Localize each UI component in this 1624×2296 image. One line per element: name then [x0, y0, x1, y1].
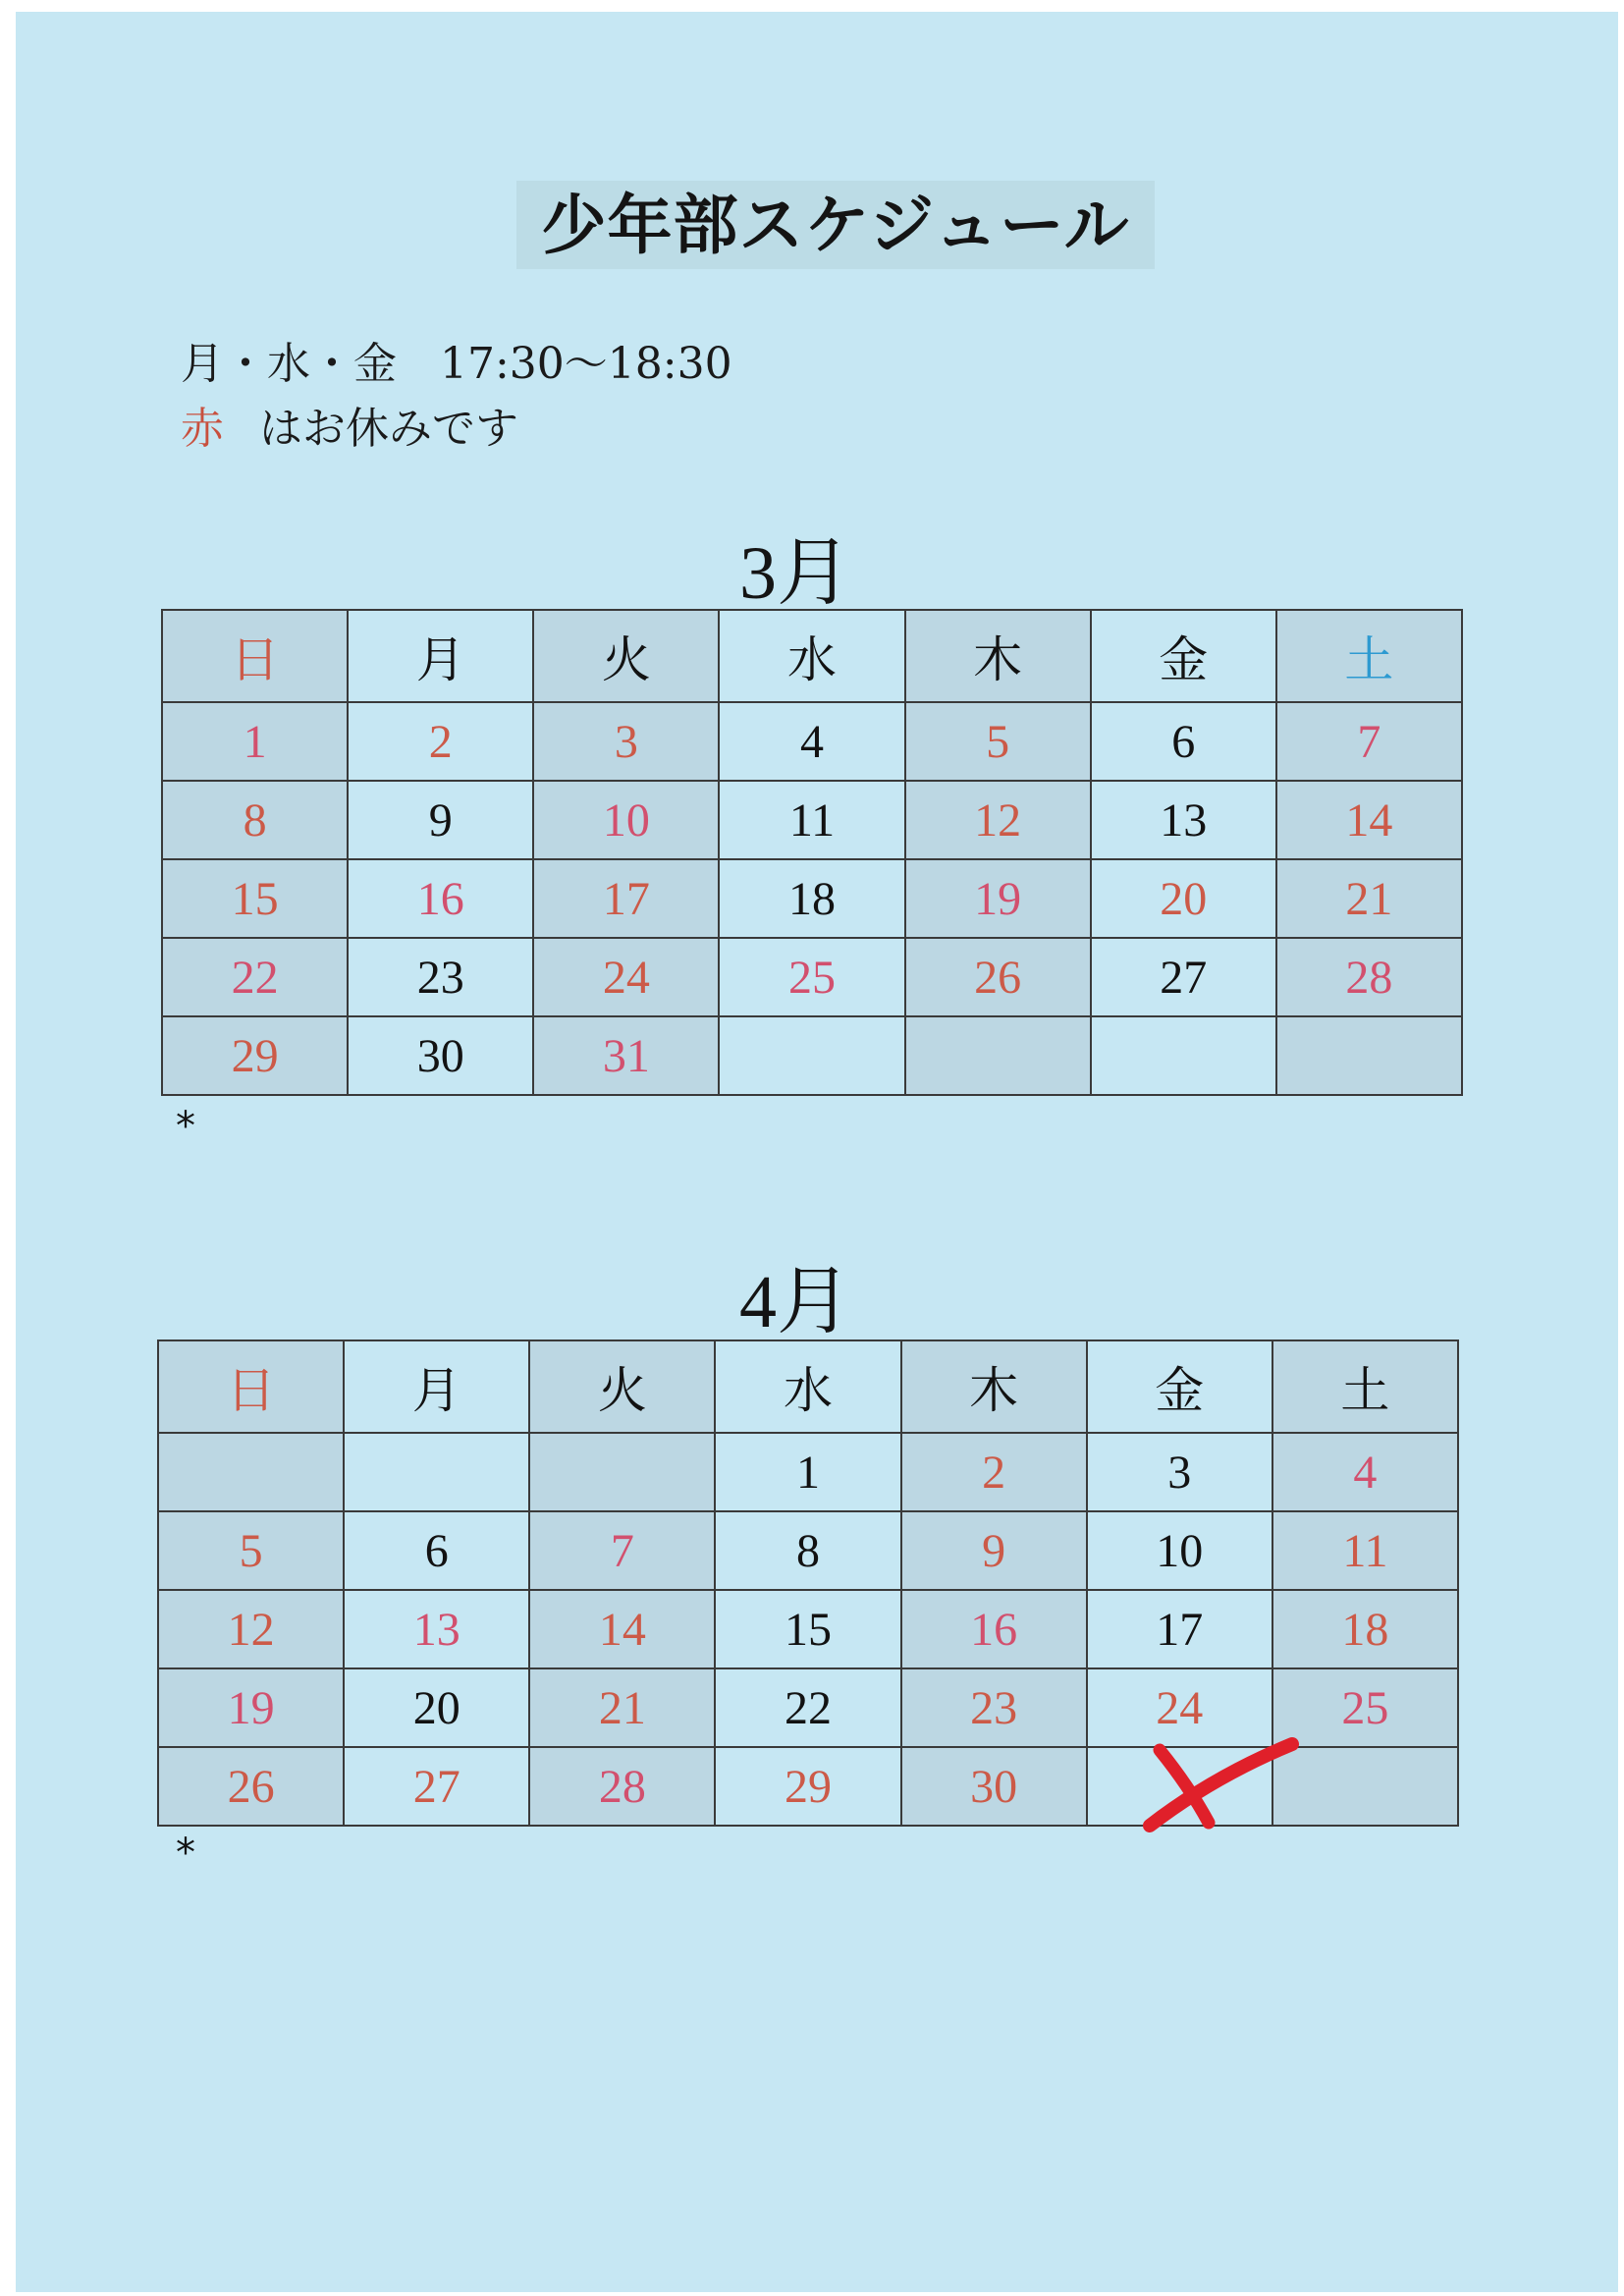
day-cell: 18 — [1272, 1590, 1458, 1668]
calendar-week-row — [158, 1511, 1458, 1590]
day-cell: 3 — [1087, 1433, 1272, 1511]
weekday-header: 土 — [1276, 610, 1462, 702]
day-cell: 25 — [1272, 1668, 1458, 1747]
day-cell: 14 — [1276, 781, 1462, 859]
calendar-week-row — [162, 702, 1462, 781]
day-cell: 2 — [348, 702, 533, 781]
march-calendar — [161, 609, 1463, 1096]
march-note: * — [176, 1104, 195, 1149]
april-title: 4月 — [739, 1261, 851, 1343]
weekday-header: 木 — [905, 610, 1091, 702]
day-cell: 2 — [901, 1433, 1087, 1511]
day-cell: 25 — [719, 938, 904, 1016]
empty-day-cell — [529, 1433, 715, 1511]
calendar-week-row — [162, 1016, 1462, 1095]
day-cell: 31 — [533, 1016, 719, 1095]
day-cell: 16 — [901, 1590, 1087, 1668]
day-cell: 17 — [1087, 1590, 1272, 1668]
weekday-header: 日 — [162, 610, 348, 702]
weekday-header: 木 — [901, 1340, 1087, 1433]
page-title: 少年部スケジュール — [541, 187, 1130, 263]
day-cell: 6 — [1091, 702, 1276, 781]
day-cell: 23 — [348, 938, 533, 1016]
day-cell: 23 — [901, 1668, 1087, 1747]
calendar-week-row — [158, 1590, 1458, 1668]
weekday-header: 月 — [344, 1340, 529, 1433]
day-cell: 22 — [715, 1668, 900, 1747]
day-cell: 8 — [715, 1511, 900, 1590]
weekday-header: 金 — [1091, 610, 1276, 702]
day-cell: 21 — [529, 1668, 715, 1747]
day-cell: 13 — [1091, 781, 1276, 859]
day-cell: 30 — [348, 1016, 533, 1095]
empty-day-cell — [344, 1433, 529, 1511]
day-cell: 9 — [348, 781, 533, 859]
day-cell: 17 — [533, 859, 719, 938]
weekday-header: 金 — [1087, 1340, 1272, 1433]
day-cell: 1 — [715, 1433, 900, 1511]
day-cell: 12 — [905, 781, 1091, 859]
weekday-header: 火 — [533, 610, 719, 702]
day-cell: 11 — [1272, 1511, 1458, 1590]
empty-day-cell — [905, 1016, 1091, 1095]
day-cell: 4 — [719, 702, 904, 781]
legend-red-word: 赤 — [181, 404, 224, 454]
empty-day-cell — [1276, 1016, 1462, 1095]
day-cell: 20 — [1091, 859, 1276, 938]
schedule-time-note: 月・水・金 17:30〜18:30 — [181, 339, 732, 389]
paper-sheet — [16, 12, 1618, 2292]
day-cell: 7 — [1276, 702, 1462, 781]
day-cell: 27 — [1091, 938, 1276, 1016]
calendar-week-row — [162, 859, 1462, 938]
day-cell: 28 — [529, 1747, 715, 1826]
day-cell: 5 — [158, 1511, 344, 1590]
day-cell: 13 — [344, 1590, 529, 1668]
day-cell: 29 — [715, 1747, 900, 1826]
day-cell: 3 — [533, 702, 719, 781]
day-cell: 26 — [158, 1747, 344, 1826]
day-cell: 11 — [719, 781, 904, 859]
weekday-header: 水 — [715, 1340, 900, 1433]
day-cell: 15 — [715, 1590, 900, 1668]
day-cell: 10 — [533, 781, 719, 859]
day-cell: 7 — [529, 1511, 715, 1590]
day-cell: 16 — [348, 859, 533, 938]
day-cell: 9 — [901, 1511, 1087, 1590]
weekday-header: 水 — [719, 610, 904, 702]
empty-day-cell — [1091, 1016, 1276, 1095]
day-cell: 22 — [162, 938, 348, 1016]
holiday-legend — [181, 393, 518, 456]
day-cell: 10 — [1087, 1511, 1272, 1590]
day-cell: 6 — [344, 1511, 529, 1590]
calendar-week-row — [162, 938, 1462, 1016]
calendar-week-row — [158, 1433, 1458, 1511]
day-cell: 28 — [1276, 938, 1462, 1016]
day-cell: 12 — [158, 1590, 344, 1668]
day-cell: 1 — [162, 702, 348, 781]
day-cell: 19 — [905, 859, 1091, 938]
weekday-header: 月 — [348, 610, 533, 702]
day-cell: 4 — [1272, 1433, 1458, 1511]
empty-day-cell — [719, 1016, 904, 1095]
march-title: 3月 — [739, 532, 851, 615]
day-cell: 21 — [1276, 859, 1462, 938]
day-cell: 14 — [529, 1590, 715, 1668]
day-cell: 27 — [344, 1747, 529, 1826]
title-highlight — [516, 181, 1155, 269]
weekday-header: 火 — [529, 1340, 715, 1433]
cross-out-mark — [1135, 1732, 1302, 1840]
calendar-week-row — [162, 781, 1462, 859]
day-cell: 20 — [344, 1668, 529, 1747]
day-cell: 26 — [905, 938, 1091, 1016]
weekday-header: 日 — [158, 1340, 344, 1433]
day-cell: 18 — [719, 859, 904, 938]
day-cell: 30 — [901, 1747, 1087, 1826]
weekday-header: 土 — [1272, 1340, 1458, 1433]
empty-day-cell — [158, 1433, 344, 1511]
day-cell: 24 — [1087, 1668, 1272, 1747]
legend-text: はお休みです — [259, 404, 518, 454]
day-cell: 15 — [162, 859, 348, 938]
day-cell: 24 — [533, 938, 719, 1016]
day-cell: 5 — [905, 702, 1091, 781]
april-note: * — [176, 1831, 195, 1876]
day-cell: 19 — [158, 1668, 344, 1747]
day-cell: 8 — [162, 781, 348, 859]
day-cell: 29 — [162, 1016, 348, 1095]
